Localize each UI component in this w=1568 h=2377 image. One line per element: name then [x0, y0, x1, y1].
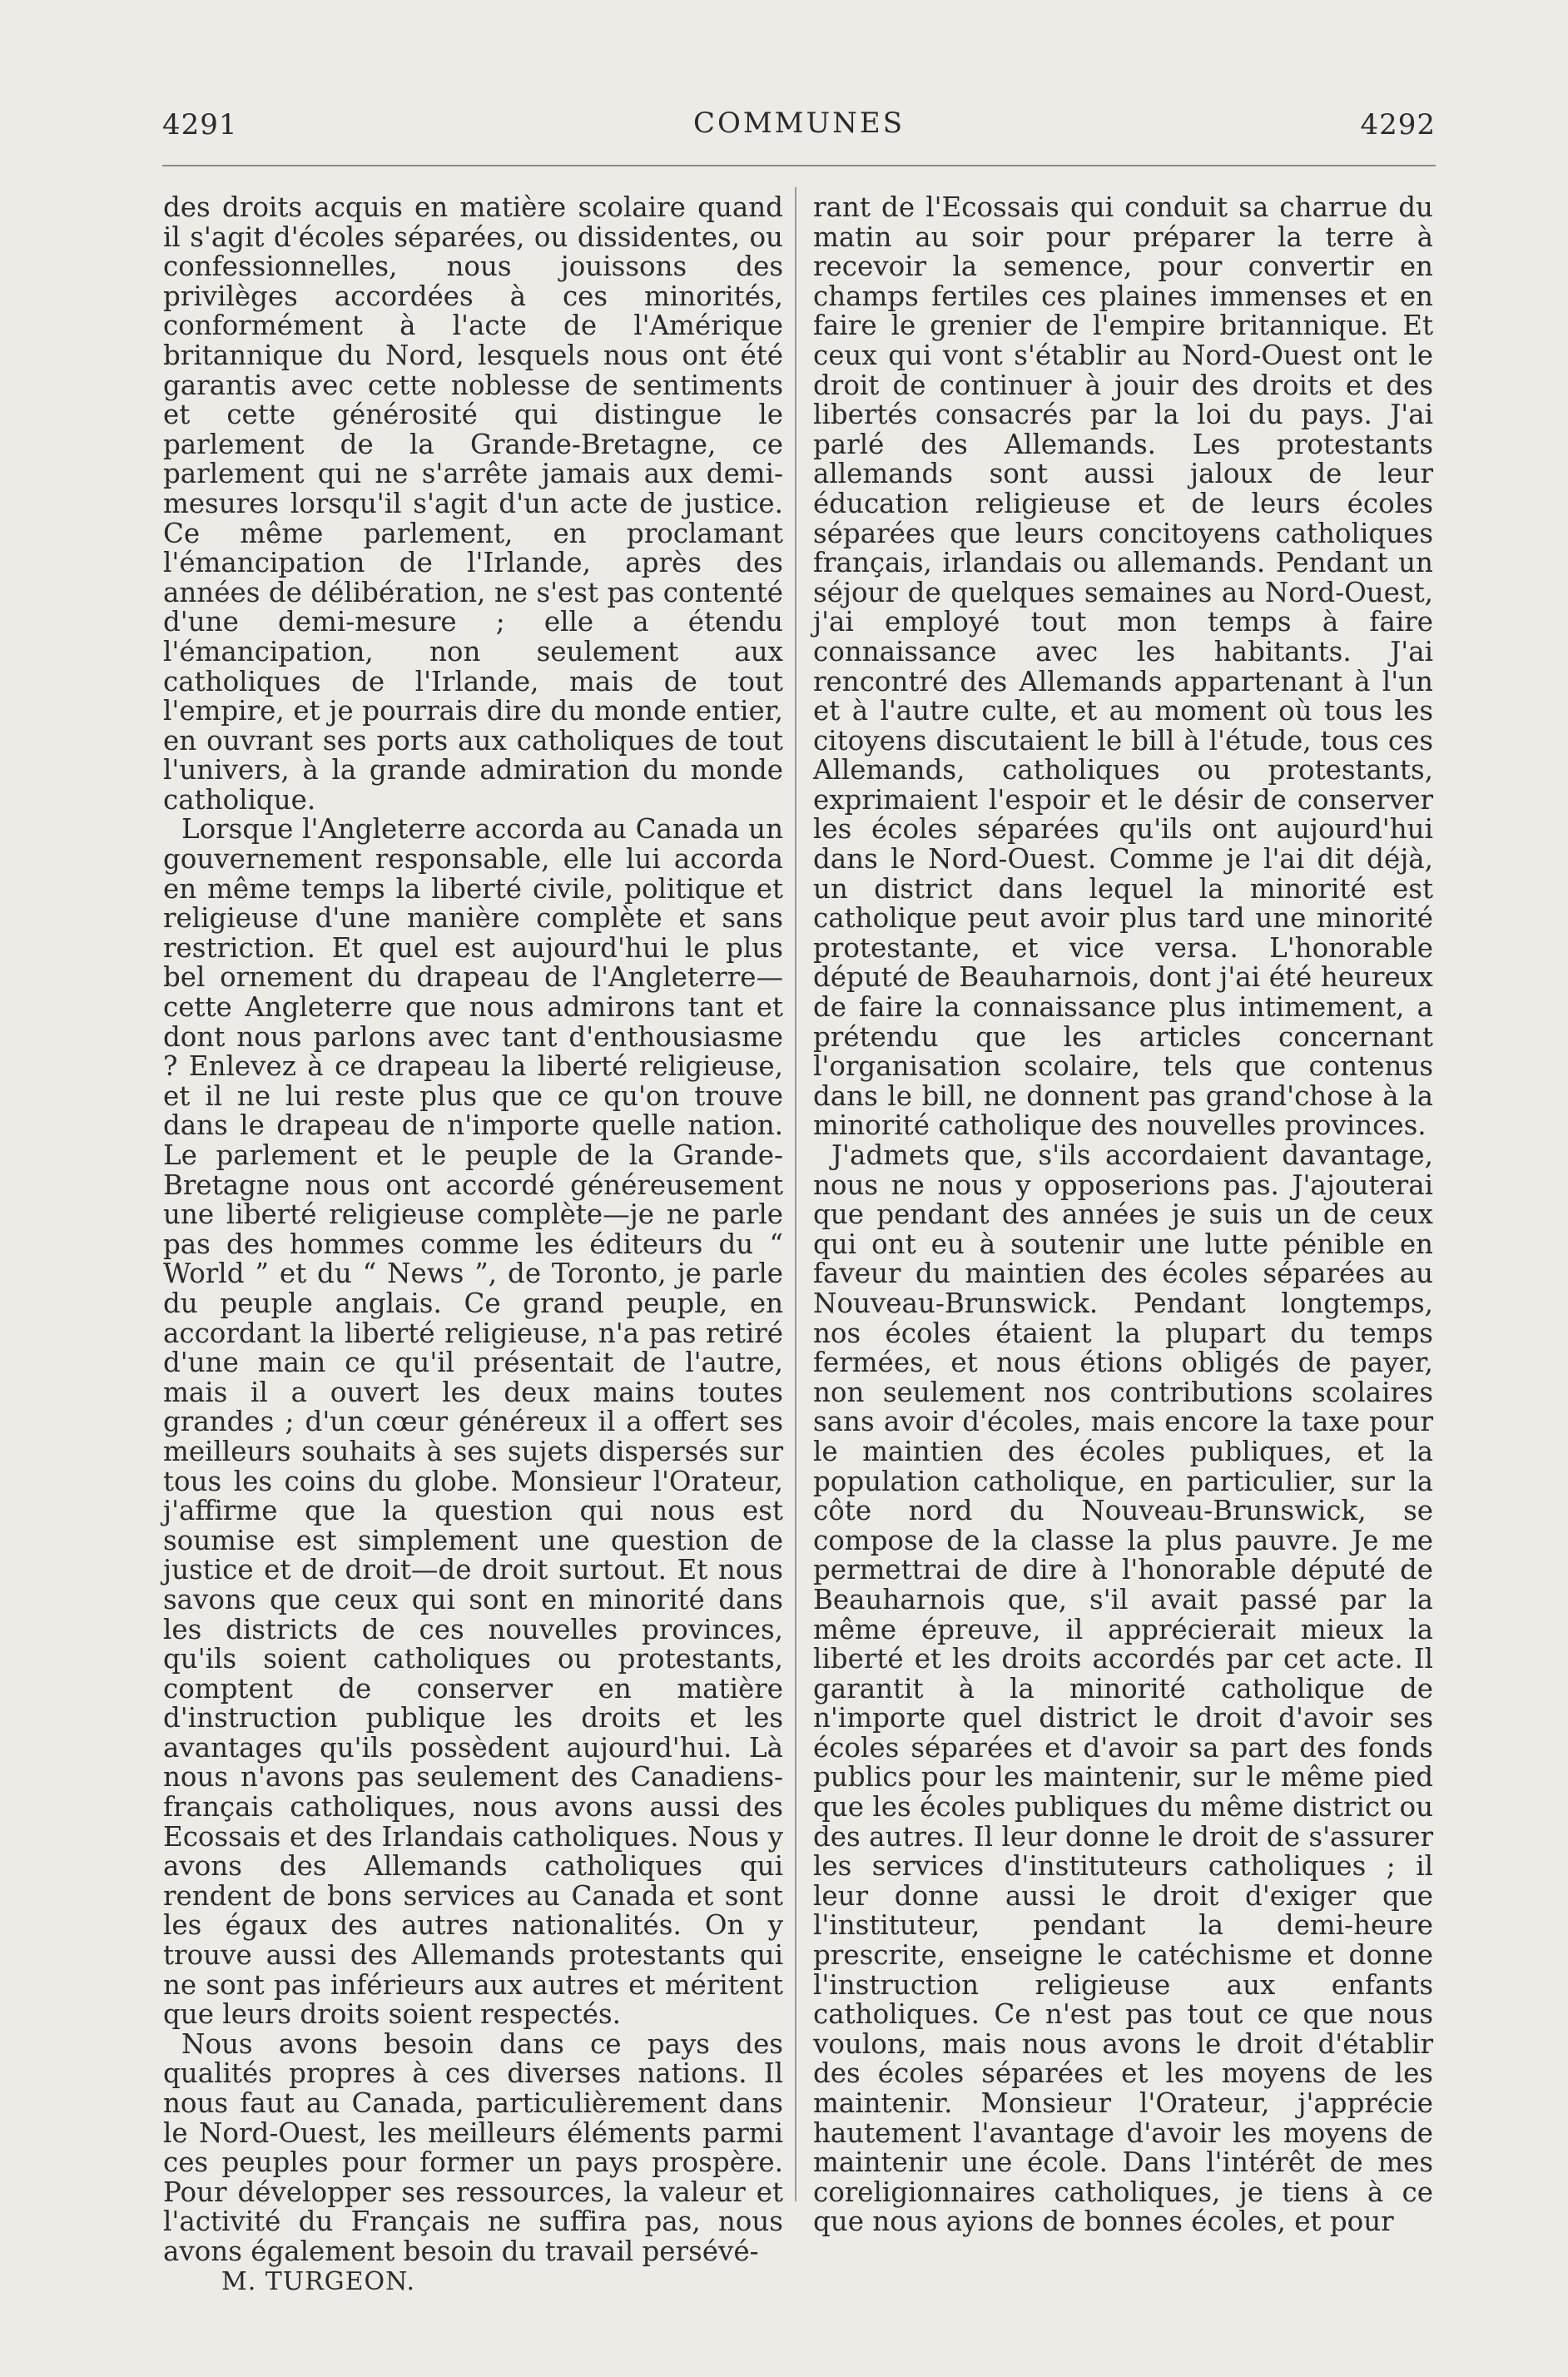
running-title: COMMUNES: [692, 107, 906, 140]
paragraph: J'admets que, s'ils accordaient davantage, nous ne nous y opposerions pas. J'ajouterai que pendant des années je suis un de ceux qui ont eu à soutenir une lutte pénible en faveur du maintien des écoles séparées au Nouveau-Brunswick. Pendant longtemps, nos écoles étaient la plupart du temps fermées, et nous étions obligés de payer, non seulement nos contributions scolaires sans avoir d'écoles, mais encore la taxe pour le maintien des écoles publiques, et la population catholique, en particulier, sur la côte nord du Nouveau-Brunswick, se compose de la classe la plus pauvre. Je me permettrai de dire à l'honorable député de Beauharnois que, s'il avait passé par la même épreuve, il apprécierait mieux la liberté et les droits accordés par cet acte. Il garantit à la minorité catholique de n'importe quel district le droit d'avoir ses écoles séparées et d'avoir sa part des fonds publics pour les maintenir, sur le même pied que les écoles publiques du même district ou des autres. Il leur donne le droit de s'assurer les services d'instituteurs catholiques ; il leur donne aussi le droit d'exiger que l'instituteur, pendant la demi-heure prescrite, enseigne le catéchisme et donne l'instruction religieuse aux enfants catholiques. Ce n'est pas tout ce que nous voulons, mais nous avons le droit d'établir des écoles séparées et les moyens de les maintenir. Monsieur l'Orateur, j'apprécie hautement l'avantage d'avoir les moyens de maintenir une école. Dans l'intérêt de mes coreligionnaires catholiques, je tiens à ce que nous ayions de bonnes écoles, et pour: [813, 1139, 1433, 2238]
left-column: [163, 193, 783, 2296]
paragraph: rant de l'Ecossais qui conduit sa charrue du matin au soir pour préparer la terre à recevoir la semence, pour convertir en champs fertiles ces plaines immenses et en faire le grenier de l'empire britannique. Et ceux qui vont s'établir au Nord-Ouest ont le droit de continuer à jouir des droits et des libertés consacrés par la loi du pays. J'ai parlé des Allemands. Les protestants allemands sont aussi jaloux de leur éducation religieuse et de leurs écoles séparées que leurs concitoyens catholiques français, irlandais ou allemands. Pendant un séjour de quelques semaines au Nord-Ouest, j'ai employé tout mon temps à faire connaissance avec les habitants. J'ai rencontré des Allemands appartenant à l'un et à l'autre culte, et au moment où tous les citoyens discutaient le bill à l'étude, tous ces Allemands, catholiques ou protestants, exprimaient l'espoir et le désir de conserver les écoles séparées qu'ils ont aujourd'hui dans le Nord-Ouest. Comme je l'ai dit déjà, un district dans lequel la minorité est catholique peut avoir plus tard une minorité protestante, et vice versa. L'honorable député de Beauharnois, dont j'ai été heureux de faire la connaissance plus intimement, a prétendu que les articles concernant l'organisation scolaire, tels que contenus dans le bill, ne donnent pas grand'chose à la minorité catholique des nouvelles provinces.: [813, 191, 1433, 1142]
paragraph: Nous avons besoin dans ce pays des qualités propres à ces diverses nations. Il nous faut au Canada, particulièrement dans le Nord-Ouest, les meilleurs éléments parmi ces peuples pour former un pays prospère. Pour développer ses ressources, la valeur et l'activité du Français ne suffira pas, nous avons également besoin du travail persévé-: [163, 2027, 783, 2267]
paragraph: des droits acquis en matière scolaire quand il s'agit d'écoles séparées, ou dissidentes, ou confessionnelles, nous jouissons des privilèges accordées à ces minorités, conformément à l'acte de l'Amérique britannique du Nord, lesquels nous ont été garantis avec cette noblesse de sentiments et cette générosité qui distingue le parlement de la Grande-Bretagne, ce parlement qui ne s'arrête jamais aux demi-mesures lorsqu'il s'agit d'un acte de justice. Ce même parlement, en proclamant l'émancipation de l'Irlande, après des années de délibération, ne s'est pas contenté d'une demi-mesure ; elle a étendu l'émancipation, non seulement aux catholiques de l'Irlande, mais de tout l'empire, et je pourrais dire du monde entier, en ouvrant ses ports aux catholiques de tout l'univers, à la grande admiration du monde catholique.: [163, 191, 783, 816]
column-divider: [795, 187, 796, 2201]
page-number-right: 4292: [1360, 108, 1436, 141]
speaker-signature: M. TURGEON.: [221, 2266, 415, 2296]
right-column: [813, 193, 1433, 2237]
paragraph: Lorsque l'Angleterre accorda au Canada un gouvernement responsable, elle lui accorda en même temps la liberté civile, politique et religieuse d'une manière complète et sans restriction. Et quel est aujourd'hui le plus bel ornement du drapeau de l'Angleterre—cette Angleterre que nous admirons tant et dont nous parlons avec tant d'enthousiasme ? Enlevez à ce drapeau la liberté religieuse, et il ne lui reste plus que ce qu'on trouve dans le drapeau de n'importe quelle nation. Le parlement et le peuple de la Grande-Bretagne nous ont accordé généreusement une liberté religieuse complète—je ne parle pas des hommes comme les éditeurs du “ World ” et du “ News ”, de Toronto, je parle du peuple anglais. Ce grand peuple, en accordant la liberté religieuse, n'a pas retiré d'une main ce qu'il présentait de l'autre, mais il a ouvert les deux mains toutes grandes ; d'un cœur généreux il a offert ses meilleurs souhaits à ses sujets dispersés sur tous les coins du globe. Monsieur l'Orateur, j'affirme que la question qui nous est soumise est simplement une question de justice et de droit—de droit surtout. Et nous savons que ceux qui sont en minorité dans les districts de ces nouvelles provinces, qu'ils soient catholiques ou protestants, comptent de conserver en matière d'instruction publique les droits et les avantages qu'ils possèdent aujourd'hui. Là nous n'avons pas seulement des Canadiens-français catholiques, nous avons aussi des Ecossais et des Irlandais catholiques. Nous y avons des Allemands catholiques qui rendent de bons services au Canada et sont les égaux des autres nationalités. On y trouve aussi des Allemands protestants qui ne sont pas inférieurs aux autres et méritent que leurs droits soient respectés.: [163, 813, 783, 2031]
page-header: [162, 98, 1436, 148]
header-rule: [162, 165, 1436, 166]
page-number-left: 4291: [162, 108, 238, 141]
